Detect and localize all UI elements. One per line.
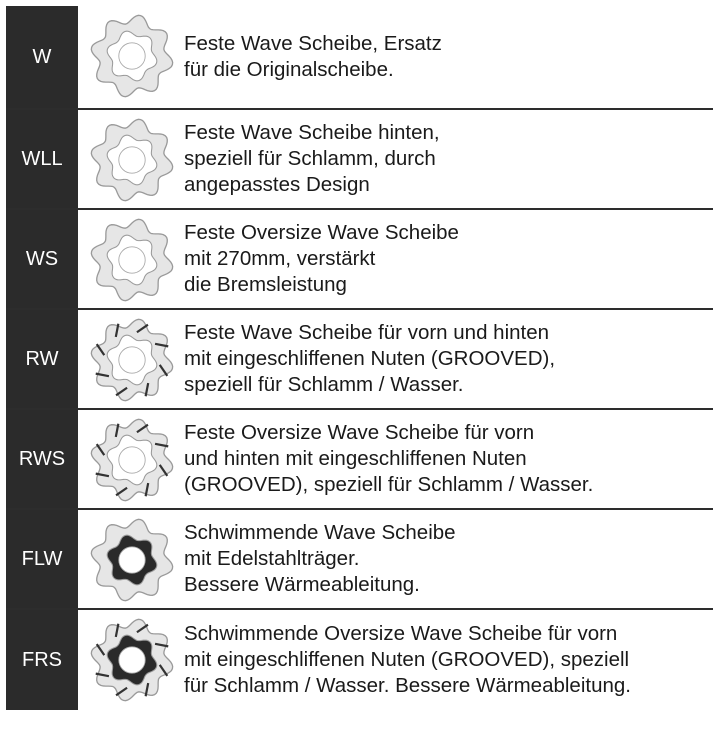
table-row [6,310,713,410]
type-description [184,210,713,308]
wave-disc-grooved-icon [88,316,176,404]
description-line: speziell für Schlamm / Wasser. [184,373,464,396]
table-row [6,510,713,610]
description-line: mit eingeschliffenen Nuten (GROOVED), speziell [184,648,630,671]
description-line: Feste Wave Scheibe hinten, [184,121,440,144]
description-line: für die Originalscheibe. [184,58,394,81]
wave-disc-oversize-grooved-icon [88,416,176,504]
type-code: FRS [6,610,78,710]
description-line: Schwimmende Oversize Wave Scheibe für vorn [184,622,618,645]
type-description [184,110,713,208]
description-line: Schwimmende Wave Scheibe [184,521,456,544]
wave-disc-rear-icon [88,116,176,204]
table-row [6,6,713,110]
table-row [6,410,713,510]
disc-hub [119,147,145,173]
type-description [184,610,713,710]
type-code: WLL [6,110,78,208]
table-row [6,110,713,210]
disc-hub [119,447,145,473]
disc-type-table [6,6,713,710]
disc-hub [119,547,145,573]
type-description [184,410,713,508]
type-code: W [6,6,78,108]
wave-disc-oversize-icon [88,216,176,304]
description-line: und hinten mit eingeschliffenen Nuten [184,447,527,470]
type-description [184,510,713,608]
type-code: RWS [6,410,78,508]
description-line: Feste Oversize Wave Scheibe [184,221,459,244]
description-line: Feste Oversize Wave Scheibe für vorn [184,421,535,444]
type-code: RW [6,310,78,408]
description-line: Feste Wave Scheibe, Ersatz [184,32,442,55]
type-code: WS [6,210,78,308]
wave-disc-icon [88,12,176,100]
description-line: speziell für Schlamm, durch [184,147,436,170]
disc-hub [119,247,145,273]
table-row [6,610,713,710]
disc-hub [119,347,145,373]
type-code: FLW [6,510,78,608]
type-description [184,310,713,408]
disc-hub [119,43,145,69]
floating-oversize-wave-disc-icon [88,616,176,704]
description-line: angepasstes Design [184,173,370,196]
floating-wave-disc-icon [88,516,176,604]
description-line: mit Edelstahlträger. [184,547,360,570]
description-line: Feste Wave Scheibe für vorn und hinten [184,321,550,344]
description-line: mit 270mm, verstärkt [184,247,376,270]
description-line: Bessere Wärmeableitung. [184,573,420,596]
disc-hub [119,647,145,673]
description-line: mit eingeschliffenen Nuten (GROOVED), [184,347,556,370]
description-line: die Bremsleistung [184,273,347,296]
type-description [184,6,713,108]
description-line: (GROOVED), speziell für Schlamm / Wasser. [184,473,594,496]
description-line: für Schlamm / Wasser. Bessere Wärmeableitung. [184,674,631,697]
table-row [6,210,713,310]
